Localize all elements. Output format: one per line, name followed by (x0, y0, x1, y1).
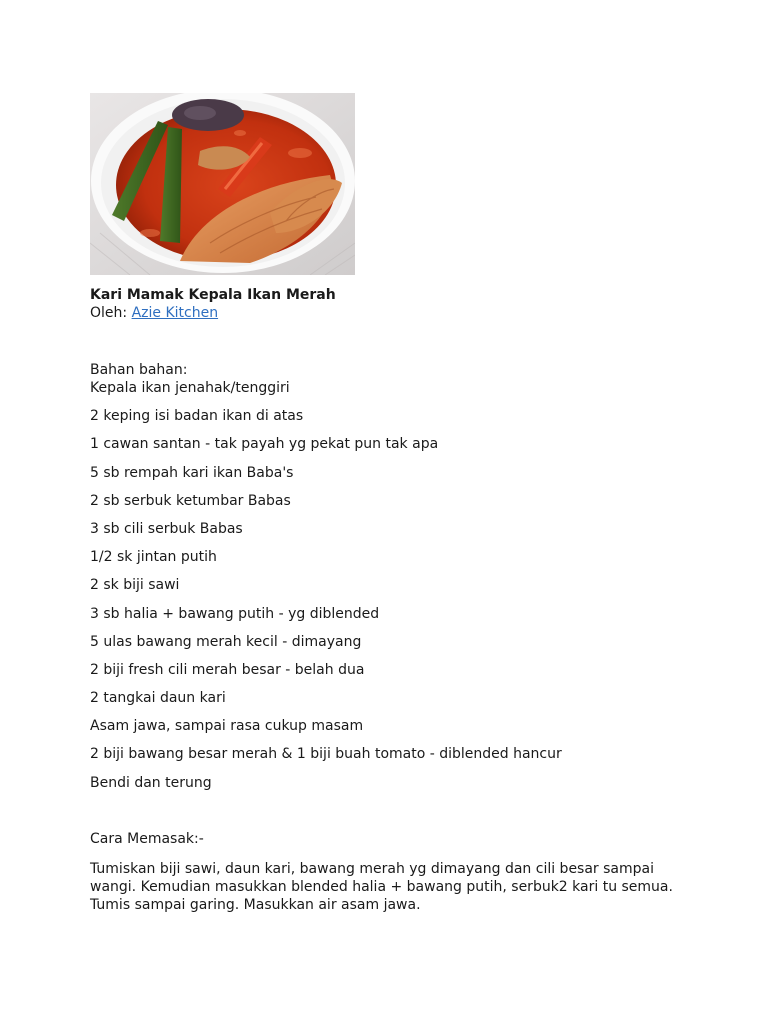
ingredient-item: 2 keping isi badan ikan di atas (90, 408, 304, 425)
recipe-page (90, 93, 710, 914)
ingredient-item: 1 cawan santan - tak payah yg pekat pun tak apa (90, 436, 439, 453)
ingredient-item: 2 sk biji sawi (90, 577, 180, 594)
ingredient-item: 2 biji fresh cili merah besar - belah dua (90, 661, 365, 678)
byline-prefix: Oleh: (90, 305, 128, 321)
ingredient-item: 2 tangkai daun kari (90, 690, 226, 707)
method-text: Tumiskan biji sawi, daun kari, bawang merah yg dimayang dan cili besar sampai wangi. Kemudian masukkan blended halia + bawang putih, serbuk2 kari tu semua. Tumis sampai garing. Masukkan air asam jawa. (90, 860, 673, 913)
ingredient-item: 2 biji bawang besar merah & 1 biji buah tomato - diblended hancur (90, 746, 562, 763)
method-heading: Cara Memasak:- (90, 830, 204, 847)
ingredient-item: 1/2 sk jintan putih (90, 549, 217, 566)
ingredient-item: 5 ulas bawang merah kecil - dimayang (90, 633, 362, 650)
ingredient-item: 5 sb rempah kari ikan Baba's (90, 464, 294, 481)
author-link[interactable]: Azie Kitchen (131, 305, 219, 321)
ingredient-item: Bendi dan terung (90, 774, 212, 791)
ingredient-item: 3 sb halia + bawang putih - yg diblended (90, 605, 380, 622)
byline (90, 304, 710, 322)
ingredient-item: 2 sb serbuk ketumbar Babas (90, 492, 291, 509)
ingredient-item: Kepala ikan jenahak/tenggiri (90, 380, 290, 396)
curry-dish-photo (90, 93, 355, 275)
ingredient-item: Asam jawa, sampai rasa cukup masam (90, 718, 364, 735)
ingredients-heading: Bahan bahan: (90, 362, 188, 378)
ingredient-item: 3 sb cili serbuk Babas (90, 520, 243, 537)
ingredients-list (90, 379, 710, 792)
recipe-title: Kari Mamak Kepala Ikan Merah (90, 287, 336, 303)
